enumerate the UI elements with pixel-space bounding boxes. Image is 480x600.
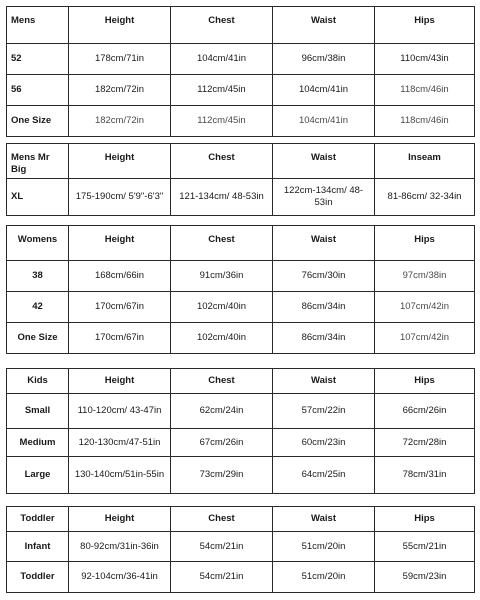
toddler-size-table [6, 506, 475, 593]
table-cell: XL [7, 179, 69, 216]
table-cell: 54cm/21in [171, 562, 273, 593]
table-row [7, 106, 475, 137]
table-cell: 86cm/34in [273, 292, 375, 323]
table-cell: Toddler [7, 562, 69, 593]
table-row [7, 75, 475, 106]
table-cell: 110cm/43in [375, 44, 475, 75]
table-cell: 54cm/21in [171, 532, 273, 562]
table-header: Waist [273, 507, 375, 532]
table-cell: 112cm/45in [171, 106, 273, 137]
table-cell: 175-190cm/ 5'9"-6'3" [69, 179, 171, 216]
table-header: Waist [273, 144, 375, 179]
table-header: Height [69, 507, 171, 532]
table-cell: 182cm/72in [69, 75, 171, 106]
mens-mr-big-size-table [6, 143, 475, 216]
table-cell: Large [7, 457, 69, 494]
table-header: Hips [375, 7, 475, 44]
table-header: Chest [171, 507, 273, 532]
table-cell: 102cm/40in [171, 292, 273, 323]
table-cell: One Size [7, 106, 69, 137]
table-cell: 51cm/20in [273, 532, 375, 562]
table-header: Height [69, 144, 171, 179]
table-cell: 66cm/26in [375, 394, 475, 429]
mens-size-table [6, 6, 475, 137]
table-cell: 104cm/41in [171, 44, 273, 75]
table-header: Chest [171, 7, 273, 44]
table-header: Waist [273, 226, 375, 261]
table-header: Waist [273, 7, 375, 44]
table-cell: 78cm/31in [375, 457, 475, 494]
table-cell: 55cm/21in [375, 532, 475, 562]
table-row [7, 323, 475, 354]
table-cell: 52 [7, 44, 69, 75]
table-cell: 59cm/23in [375, 562, 475, 593]
table-cell: 72cm/28in [375, 429, 475, 457]
table-row [7, 429, 475, 457]
table-row [7, 532, 475, 562]
table-cell: 51cm/20in [273, 562, 375, 593]
womens-size-table [6, 225, 475, 354]
table-cell: 97cm/38in [375, 261, 475, 292]
table-cell: 170cm/67in [69, 323, 171, 354]
table-cell: 118cm/46in [375, 106, 475, 137]
table-cell: 81-86cm/ 32-34in [375, 179, 475, 216]
table-header: Chest [171, 226, 273, 261]
table-header: Toddler [7, 507, 69, 532]
table-cell: 182cm/72in [69, 106, 171, 137]
table-cell: Infant [7, 532, 69, 562]
table-cell: 168cm/66in [69, 261, 171, 292]
table-header: Height [69, 226, 171, 261]
table-cell: 96cm/38in [273, 44, 375, 75]
table-cell: 107cm/42in [375, 323, 475, 354]
table-cell: 92-104cm/36-41in [69, 562, 171, 593]
table-header: Inseam [375, 144, 475, 179]
table-header: Chest [171, 144, 273, 179]
table-cell: Medium [7, 429, 69, 457]
table-header: Chest [171, 369, 273, 394]
kids-size-table [6, 368, 475, 494]
table-cell: 104cm/41in [273, 106, 375, 137]
table-cell: 112cm/45in [171, 75, 273, 106]
table-cell: 56 [7, 75, 69, 106]
table-header: Waist [273, 369, 375, 394]
table-cell: 107cm/42in [375, 292, 475, 323]
table-header: Hips [375, 369, 475, 394]
table-cell: One Size [7, 323, 69, 354]
table-cell: 130-140cm/51in-55in [69, 457, 171, 494]
table-cell: 120-130cm/47-51in [69, 429, 171, 457]
table-cell: 86cm/34in [273, 323, 375, 354]
table-row [7, 562, 475, 593]
table-cell: 57cm/22in [273, 394, 375, 429]
table-row [7, 394, 475, 429]
table-header: Hips [375, 226, 475, 261]
table-cell: 122cm-134cm/ 48-53in [273, 179, 375, 216]
table-header: Hips [375, 507, 475, 532]
table-row [7, 261, 475, 292]
table-cell: 104cm/41in [273, 75, 375, 106]
table-row [7, 44, 475, 75]
table-cell: 91cm/36in [171, 261, 273, 292]
table-header: Height [69, 7, 171, 44]
table-header: Height [69, 369, 171, 394]
table-cell: 121-134cm/ 48-53in [171, 179, 273, 216]
table-cell: 42 [7, 292, 69, 323]
table-cell: 38 [7, 261, 69, 292]
table-cell: 60cm/23in [273, 429, 375, 457]
table-cell: 110-120cm/ 43-47in [69, 394, 171, 429]
table-cell: 170cm/67in [69, 292, 171, 323]
table-cell: Small [7, 394, 69, 429]
table-header: Mens [7, 7, 69, 44]
table-header: Womens [7, 226, 69, 261]
table-row [7, 457, 475, 494]
table-cell: 118cm/46in [375, 75, 475, 106]
table-cell: 80-92cm/31in-36in [69, 532, 171, 562]
table-row [7, 292, 475, 323]
table-header: Kids [7, 369, 69, 394]
table-cell: 102cm/40in [171, 323, 273, 354]
table-cell: 76cm/30in [273, 261, 375, 292]
table-cell: 73cm/29in [171, 457, 273, 494]
table-cell: 178cm/71in [69, 44, 171, 75]
table-cell: 67cm/26in [171, 429, 273, 457]
table-header: Mens Mr Big [7, 144, 69, 179]
table-cell: 62cm/24in [171, 394, 273, 429]
table-cell: 64cm/25in [273, 457, 375, 494]
table-row [7, 179, 475, 216]
